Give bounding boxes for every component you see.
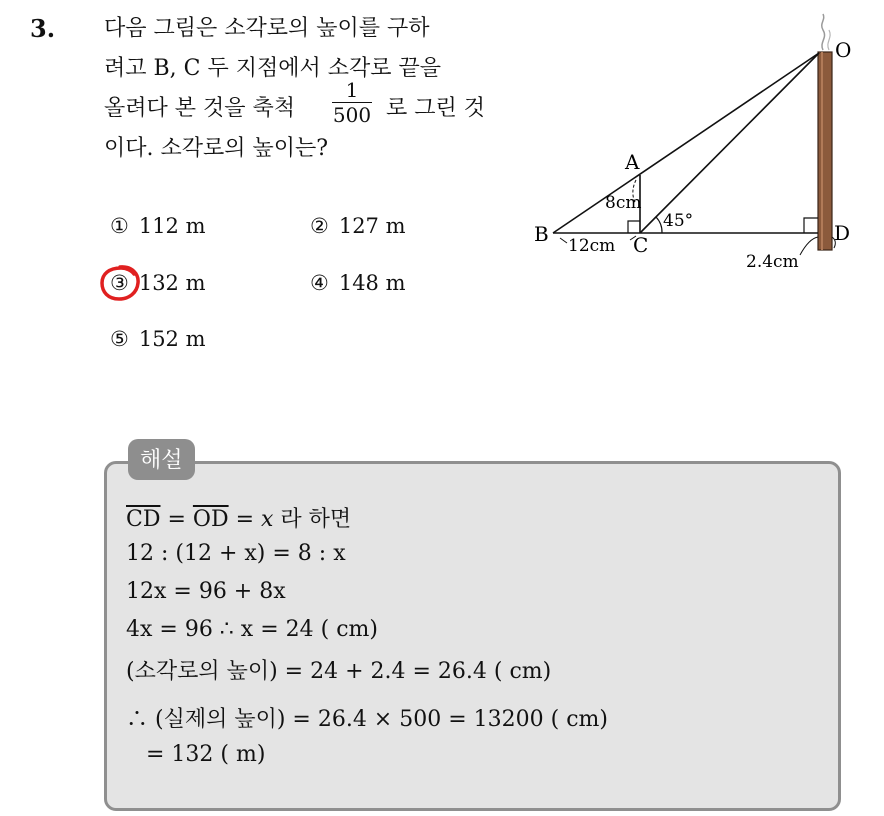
choice-mark: ① (110, 214, 129, 238)
angle-arc (656, 217, 662, 233)
choice-text: 132 m (138, 271, 206, 295)
choice-text: 127 m (338, 214, 406, 238)
solution-line-6: ∴ (실제의 높이) = 26.4 × 500 = 13200 ( cm) (126, 707, 608, 732)
right-angle-D (804, 218, 818, 233)
choice-text: 112 m (138, 214, 206, 238)
choice-4[interactable] (310, 271, 406, 295)
choice-5[interactable] (110, 327, 206, 351)
solution-tag: 해설 (128, 439, 195, 480)
label-O: O (835, 38, 852, 62)
sight-line-BO (553, 53, 819, 233)
smoke-wisp (828, 30, 830, 50)
question-line-1: 다음 그림은 소각로의 높이를 구하 (104, 16, 430, 41)
label-C: C (633, 233, 649, 257)
sight-line-CO (640, 53, 819, 233)
choice-2[interactable] (310, 214, 406, 238)
chimney (818, 52, 832, 250)
choice-3[interactable] (110, 271, 206, 295)
choice-mark: ⑤ (110, 327, 129, 351)
choice-mark: ④ (310, 271, 329, 295)
question-line-3-after: 로 그린 것 (386, 96, 485, 121)
scale-numerator: 1 (345, 78, 359, 102)
equals-sign: = (228, 507, 262, 532)
label-angle: 45° (663, 211, 694, 231)
choice-mark: ③ (110, 271, 129, 295)
solution-line-1 (126, 502, 351, 533)
segment-OD: $\overline{OD}$ (192, 507, 229, 532)
solution-line-3: 12x = 96 + 8x (126, 579, 286, 604)
label-B: B (534, 222, 549, 246)
variable-x: x (261, 507, 274, 532)
solution-line-1-rest: 라 하면 (273, 507, 352, 532)
label-BC-length: 12cm (568, 236, 616, 256)
right-angle-C (628, 221, 640, 233)
solution-line-5: (소각로의 높이) = 24 + 2.4 = 26.4 ( cm) (126, 659, 552, 684)
smoke-wisp (822, 14, 825, 50)
equals-sign: = (160, 507, 193, 532)
dimension-width-arrow (800, 237, 818, 255)
chimney-diagram (520, 12, 870, 282)
segment-CD: $\overline{CD}$ (126, 507, 161, 532)
label-chimney-width: 2.4cm (746, 252, 799, 272)
solution-line-4: 4x = 96 ∴ x = 24 ( cm) (126, 617, 378, 642)
scale-denominator: 500 (332, 103, 372, 127)
label-AC-length: 8cm (605, 193, 642, 213)
label-A: A (625, 150, 640, 174)
solution-line-2: 12 : (12 + x) = 8 : x (126, 541, 346, 566)
choice-mark: ② (310, 214, 329, 238)
scale-fraction (332, 80, 372, 125)
choice-1[interactable] (110, 214, 206, 238)
question-number: 3. (30, 14, 56, 43)
label-D: D (834, 221, 851, 245)
question-line-4: 이다. 소각로의 높이는? (104, 136, 329, 161)
question-line-3-before: 올려다 본 것을 축척 (104, 96, 295, 121)
question-line-2: 려고 B, C 두 지점에서 소각로 끝을 (104, 56, 441, 81)
choice-text: 152 m (138, 327, 206, 351)
dimension-BC-tick (560, 238, 567, 243)
solution-line-7: = 132 ( m) (146, 742, 266, 767)
choice-text: 148 m (338, 271, 406, 295)
